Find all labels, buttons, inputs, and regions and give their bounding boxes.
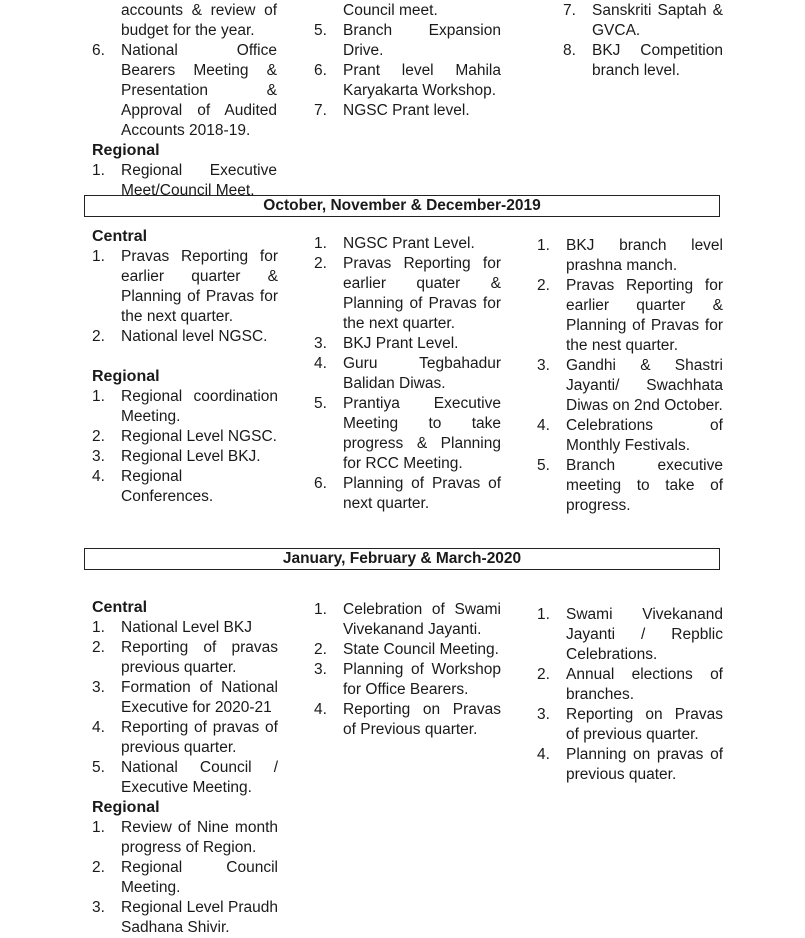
item-text: Pravas Reporting for earlier quarter & Planning of Pravas for the nest quarter. [566, 277, 723, 354]
item-text: Celebration of Swami Vivekanand Jayanti. [343, 601, 501, 638]
q2-col3 [537, 236, 723, 516]
item-text: Regional Level Praudh Sadhana Shivir. [121, 899, 278, 936]
item-number: 6. [92, 42, 105, 59]
item-text: Branch executive meeting to take of progress. [566, 457, 723, 514]
item-number: 1. [92, 248, 105, 265]
item-text: National Office Bearers Meeting & Presentation & Approval of Audited Accounts 2018-19. [121, 42, 277, 139]
item-number: 1. [537, 606, 550, 623]
item-text: Guru Tegbahadur Balidan Diwas. [343, 355, 501, 392]
item-number: 2. [92, 639, 105, 656]
item-number: 2. [537, 666, 550, 683]
q2-col1 [92, 227, 278, 507]
item-number: 3. [92, 448, 105, 465]
list-item [92, 818, 278, 858]
top-col1-list [92, 1, 277, 141]
q2-col2-list [314, 234, 501, 514]
item-number: 3. [92, 899, 105, 916]
section-heading: Regional [92, 799, 160, 816]
item-number: 3. [537, 706, 550, 723]
item-text: Regional coordination Meeting. [121, 388, 278, 425]
top-col2 [314, 1, 501, 121]
item-number: 4. [314, 701, 327, 718]
q2-col3-list [537, 236, 723, 516]
list-item [314, 101, 501, 121]
item-text: Branch Expansion Drive. [343, 22, 501, 59]
list-item [314, 61, 501, 101]
list-item [92, 898, 278, 938]
item-number: 3. [314, 661, 327, 678]
q3-col2 [314, 600, 501, 740]
list-item [537, 416, 723, 456]
q3-col3-list [537, 605, 723, 785]
item-number: 5. [92, 759, 105, 776]
list-item [314, 334, 501, 354]
list-item [537, 705, 723, 745]
list-item [92, 387, 278, 427]
list-item [314, 394, 501, 474]
item-number: 4. [314, 355, 327, 372]
list-item [92, 41, 277, 141]
list-item [314, 234, 501, 254]
item-text: Reporting on Pravas of previous quarter. [566, 706, 723, 743]
item-text: Pravas Reporting for earlier quarter & Planning of Pravas for the next quarter. [121, 248, 278, 325]
item-text: BKJ Competition branch level. [592, 42, 723, 79]
list-item [92, 638, 278, 678]
list-item [537, 236, 723, 276]
item-number: 1. [92, 388, 105, 405]
item-number: 1. [92, 819, 105, 836]
item-text: National Council / Executive Meeting. [121, 759, 278, 796]
item-text: NGSC Prant level. [343, 102, 470, 119]
list-item [314, 1, 501, 21]
item-number [92, 1, 121, 41]
item-number: 4. [537, 417, 550, 434]
item-text: Annual elections of branches. [566, 666, 723, 703]
list-item [563, 41, 723, 81]
item-text: Planning of Workshop for Office Bearers. [343, 661, 501, 698]
item-text: Sanskriti Saptah & GVCA. [592, 2, 723, 39]
item-number: 1. [537, 237, 550, 254]
item-number: 7. [314, 102, 327, 119]
top-col1 [92, 1, 277, 201]
item-text: Council meet. [343, 2, 438, 19]
q3-central-list [92, 618, 278, 798]
item-text: Celebrations of Monthly Festivals. [566, 417, 723, 454]
item-number: 4. [92, 468, 105, 485]
list-item [537, 605, 723, 665]
item-text: Planning on pravas of previous quater. [566, 746, 723, 783]
item-number: 2. [92, 428, 105, 445]
item-number: 2. [92, 859, 105, 876]
list-item [92, 1, 277, 41]
top-col3-list [563, 1, 723, 81]
quarter-banner-oct-dec: October, November & December-2019 [84, 195, 720, 217]
list-item [314, 254, 501, 334]
q2-col2 [314, 234, 501, 514]
item-text: BKJ branch level prashna manch. [566, 237, 723, 274]
list-item [314, 354, 501, 394]
list-item [537, 356, 723, 416]
list-item [537, 276, 723, 356]
q3-col3 [537, 605, 723, 785]
item-number: 6. [314, 475, 327, 492]
item-number: 4. [92, 719, 105, 736]
item-number: 5. [314, 395, 327, 412]
item-number: 5. [537, 457, 550, 474]
item-text: Regional Executive Meet/Council Meet. [121, 162, 277, 199]
section-heading: Regional [92, 142, 160, 159]
list-item [314, 474, 501, 514]
q2-central-list [92, 247, 278, 347]
item-number: 5. [314, 22, 327, 39]
item-number: 2. [314, 255, 327, 272]
item-text: Regional Level BKJ. [121, 448, 261, 465]
list-item [537, 665, 723, 705]
q2-regional-list [92, 387, 278, 507]
item-number [314, 1, 343, 21]
list-item [92, 467, 278, 507]
item-number: 3. [314, 335, 327, 352]
section-heading: Central [92, 599, 148, 616]
item-text: Prantiya Executive Meeting to take progress & Planning for RCC Meeting. [343, 395, 501, 472]
item-number: 1. [314, 235, 327, 252]
list-item [92, 247, 278, 327]
list-item [314, 21, 501, 61]
list-item [314, 600, 501, 640]
list-item [314, 660, 501, 700]
quarter-banner-jan-mar: January, February & March-2020 [84, 548, 720, 570]
list-item [92, 618, 278, 638]
list-item [314, 700, 501, 740]
item-number: 2. [314, 641, 327, 658]
top-col3 [563, 1, 723, 81]
item-number: 6. [314, 62, 327, 79]
item-number: 4. [537, 746, 550, 763]
item-text: Regional Level NGSC. [121, 428, 277, 445]
item-text: Prant level Mahila Karyakarta Workshop. [343, 62, 501, 99]
item-text: Gandhi & Shastri Jayanti/ Swachhata Diwas on 2nd October. [566, 357, 723, 414]
list-item [92, 427, 278, 447]
item-number: 3. [537, 357, 550, 374]
list-item [92, 447, 278, 467]
item-number: 1. [92, 619, 105, 636]
item-number: 2. [92, 328, 105, 345]
item-number: 1. [314, 601, 327, 618]
item-text: Regional Council Meeting. [121, 859, 278, 896]
list-item [92, 858, 278, 898]
item-text: NGSC Prant Level. [343, 235, 475, 252]
item-text: BKJ Prant Level. [343, 335, 459, 352]
list-item [563, 1, 723, 41]
item-text: National Level BKJ [121, 619, 252, 636]
section-heading: Regional [92, 368, 160, 385]
q3-col2-list [314, 600, 501, 740]
item-text: Review of Nine month progress of Region. [121, 819, 278, 856]
item-number: 7. [563, 2, 576, 19]
item-text: Planning of Pravas of next quarter. [343, 475, 501, 512]
item-text: Swami Vivekanand Jayanti / Repblic Celebrations. [566, 606, 723, 663]
item-number: 3. [92, 679, 105, 696]
list-item [92, 327, 278, 347]
item-text: Reporting on Pravas of Previous quarter. [343, 701, 501, 738]
item-text: State Council Meeting. [343, 641, 499, 658]
list-item [92, 678, 278, 718]
item-text: National level NGSC. [121, 328, 268, 345]
list-item [537, 456, 723, 516]
q3-col1 [92, 598, 278, 938]
item-number: 1. [92, 162, 105, 179]
item-text: Reporting of pravas of previous quarter. [121, 719, 278, 756]
section-heading: Central [92, 228, 148, 245]
list-item [314, 640, 501, 660]
item-number: 8. [563, 42, 576, 59]
list-item [92, 758, 278, 798]
list-item [537, 745, 723, 785]
list-item [92, 718, 278, 758]
item-number: 2. [537, 277, 550, 294]
q3-regional-list [92, 818, 278, 938]
item-text: Pravas Reporting for earlier quater & Planning of Pravas for the next quarter. [343, 255, 501, 332]
item-text: Reporting of pravas previous quarter. [121, 639, 278, 676]
item-text: accounts & review of budget for the year. [121, 2, 277, 39]
item-text: Regional Conferences. [121, 468, 214, 505]
item-text: Formation of National Executive for 2020-21 [121, 679, 278, 716]
top-col2-list [314, 1, 501, 121]
